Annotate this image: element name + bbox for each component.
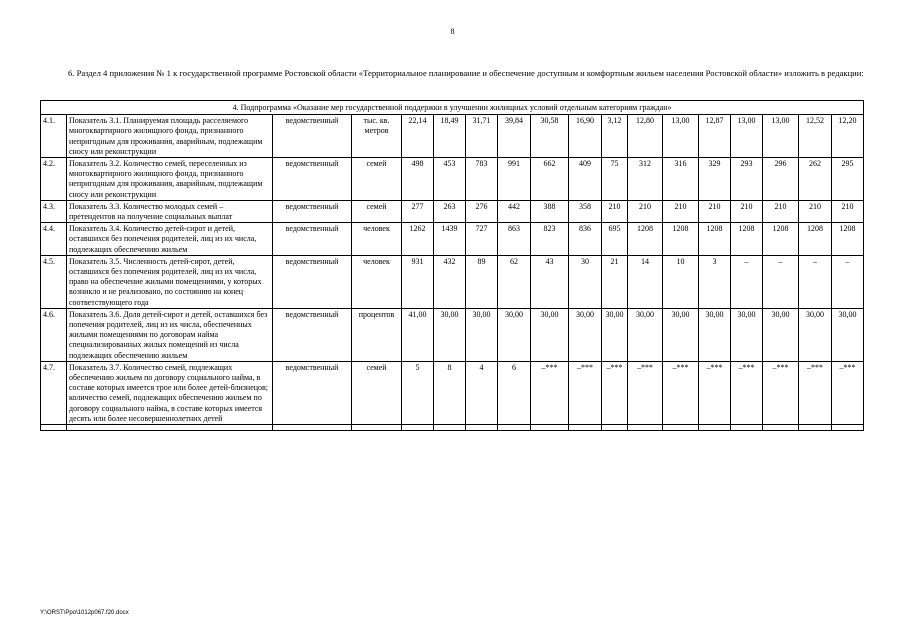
value-cell: 12,80 bbox=[628, 115, 663, 158]
value-cell: 6 bbox=[498, 361, 531, 424]
value-cell: 210 bbox=[731, 200, 763, 222]
value-cell: 89 bbox=[466, 255, 498, 308]
indicator-name: Показатель 3.3. Количество молодых семей – претендентов на получение социальных выплат bbox=[67, 200, 273, 222]
empty-cell bbox=[602, 425, 628, 431]
empty-cell bbox=[531, 425, 569, 431]
value-cell: 30,00 bbox=[531, 308, 569, 361]
empty-cell bbox=[763, 425, 799, 431]
value-cell: 21 bbox=[602, 255, 628, 308]
value-cell: –*** bbox=[531, 361, 569, 424]
unit: тыс. кв. метров bbox=[352, 115, 402, 158]
row-number: 4.5. bbox=[41, 255, 67, 308]
value-cell: – bbox=[832, 255, 864, 308]
empty-cell bbox=[498, 425, 531, 431]
empty-cell bbox=[273, 425, 352, 431]
empty-cell bbox=[67, 425, 273, 431]
indicator-type: ведомственный bbox=[273, 223, 352, 256]
value-cell: 1208 bbox=[699, 223, 731, 256]
value-cell: –*** bbox=[663, 361, 699, 424]
value-cell: 1208 bbox=[628, 223, 663, 256]
empty-cell bbox=[832, 425, 864, 431]
value-cell: 30,00 bbox=[602, 308, 628, 361]
value-cell: 442 bbox=[498, 200, 531, 222]
value-cell: –*** bbox=[699, 361, 731, 424]
value-cell: 388 bbox=[531, 200, 569, 222]
value-cell: –*** bbox=[628, 361, 663, 424]
table-row bbox=[41, 158, 864, 201]
indicator-type: ведомственный bbox=[273, 200, 352, 222]
empty-cell bbox=[569, 425, 602, 431]
value-cell: 39,84 bbox=[498, 115, 531, 158]
empty-cell bbox=[663, 425, 699, 431]
value-cell: 783 bbox=[466, 158, 498, 201]
table-row bbox=[41, 115, 864, 158]
value-cell: 1208 bbox=[763, 223, 799, 256]
value-cell: 30,00 bbox=[434, 308, 466, 361]
value-cell: 210 bbox=[699, 200, 731, 222]
empty-cell bbox=[466, 425, 498, 431]
value-cell: 30,00 bbox=[628, 308, 663, 361]
value-cell: 3,12 bbox=[602, 115, 628, 158]
value-cell: 295 bbox=[832, 158, 864, 201]
unit: семей bbox=[352, 158, 402, 201]
empty-cell bbox=[628, 425, 663, 431]
value-cell: –*** bbox=[569, 361, 602, 424]
value-cell: 1208 bbox=[799, 223, 832, 256]
unit: процентов bbox=[352, 308, 402, 361]
value-cell: 12,20 bbox=[832, 115, 864, 158]
row-number: 4.4. bbox=[41, 223, 67, 256]
row-number: 4.1. bbox=[41, 115, 67, 158]
row-number: 4.3. bbox=[41, 200, 67, 222]
value-cell: 276 bbox=[466, 200, 498, 222]
empty-cell bbox=[731, 425, 763, 431]
value-cell: 296 bbox=[763, 158, 799, 201]
value-cell: 1208 bbox=[663, 223, 699, 256]
indicators-table bbox=[40, 100, 864, 431]
value-cell: 931 bbox=[402, 255, 434, 308]
value-cell: –*** bbox=[799, 361, 832, 424]
value-cell: 30,00 bbox=[466, 308, 498, 361]
value-cell: 41,00 bbox=[402, 308, 434, 361]
value-cell: 12,52 bbox=[799, 115, 832, 158]
empty-cell bbox=[402, 425, 434, 431]
empty-cell bbox=[434, 425, 466, 431]
subprogram-title: 4. Подпрограмма «Оказание мер государственной поддержки в улучшении жилищных условий отдельным категориям граждан» bbox=[41, 101, 864, 115]
value-cell: 210 bbox=[628, 200, 663, 222]
value-cell: 662 bbox=[531, 158, 569, 201]
unit: человек bbox=[352, 255, 402, 308]
value-cell: 4 bbox=[466, 361, 498, 424]
value-cell: 43 bbox=[531, 255, 569, 308]
indicator-type: ведомственный bbox=[273, 255, 352, 308]
value-cell: 75 bbox=[602, 158, 628, 201]
value-cell: 1208 bbox=[731, 223, 763, 256]
table-row bbox=[41, 223, 864, 256]
indicator-type: ведомственный bbox=[273, 158, 352, 201]
value-cell: 30,00 bbox=[663, 308, 699, 361]
value-cell: – bbox=[799, 255, 832, 308]
row-number: 4.7. bbox=[41, 361, 67, 424]
value-cell: 358 bbox=[569, 200, 602, 222]
intro-paragraph: 6. Раздел 4 приложения № 1 к государственной программе Ростовской области «Территориальное планирование и обеспечение доступным и комфортным жильем населения Ростовской области» изложить в редакции: bbox=[68, 68, 864, 78]
value-cell: –*** bbox=[731, 361, 763, 424]
value-cell: 30,00 bbox=[763, 308, 799, 361]
value-cell: 695 bbox=[602, 223, 628, 256]
value-cell: 30 bbox=[569, 255, 602, 308]
value-cell: 30,00 bbox=[569, 308, 602, 361]
indicator-name: Показатель 3.6. Доля детей-сирот и детей, оставшихся без попечения родителей, лиц из их числа, обеспеченных жилыми помещениями по договорам найма специализированных жилых помещений из числа подлежащих обеспечению жильем bbox=[67, 308, 273, 361]
value-cell: 409 bbox=[569, 158, 602, 201]
value-cell: –*** bbox=[763, 361, 799, 424]
value-cell: 210 bbox=[602, 200, 628, 222]
value-cell: 836 bbox=[569, 223, 602, 256]
table-row bbox=[41, 361, 864, 424]
value-cell: 30,00 bbox=[832, 308, 864, 361]
indicator-type: ведомственный bbox=[273, 308, 352, 361]
value-cell: 16,90 bbox=[569, 115, 602, 158]
empty-cell bbox=[41, 425, 67, 431]
value-cell: 210 bbox=[832, 200, 864, 222]
indicator-name: Показатель 3.1. Планируемая площадь расселяемого многоквартирного жилищного фонда, признанного непригодным для проживания, аварийным, подлежащим сносу или реконструкции bbox=[67, 115, 273, 158]
table-header-row bbox=[41, 101, 864, 115]
value-cell: 30,00 bbox=[699, 308, 731, 361]
indicator-type: ведомственный bbox=[273, 115, 352, 158]
unit: человек bbox=[352, 223, 402, 256]
value-cell: 991 bbox=[498, 158, 531, 201]
table-row bbox=[41, 308, 864, 361]
value-cell: 30,58 bbox=[531, 115, 569, 158]
value-cell: 312 bbox=[628, 158, 663, 201]
value-cell: 13,00 bbox=[663, 115, 699, 158]
value-cell: 8 bbox=[434, 361, 466, 424]
indicator-name: Показатель 3.5. Численность детей-сирот, детей, оставшихся без попечения родителей, лиц из их числа, право на обеспечение жилыми помещениями, у которых возникло и не реализовано, по состоянию на конец соответствующего года bbox=[67, 255, 273, 308]
empty-cell bbox=[699, 425, 731, 431]
value-cell: 432 bbox=[434, 255, 466, 308]
file-path: Y:\ORST\Ppo\1012p067.f20.docx bbox=[40, 610, 129, 616]
indicator-name: Показатель 3.7. Количество семей, подлежащих обеспечению жильем по договору социального найма, в составе которых имеется трое или более детей-близнецов; количество семей, подлежащих обеспечению жильем по договору социального найма, в составе которых имеется десять или более несовершеннолетних детей bbox=[67, 361, 273, 424]
value-cell: 12,87 bbox=[699, 115, 731, 158]
value-cell: 727 bbox=[466, 223, 498, 256]
value-cell: 62 bbox=[498, 255, 531, 308]
table-row-continuation bbox=[41, 425, 864, 431]
value-cell: 210 bbox=[799, 200, 832, 222]
value-cell: 823 bbox=[531, 223, 569, 256]
table-row bbox=[41, 200, 864, 222]
value-cell: 3 bbox=[699, 255, 731, 308]
value-cell: 863 bbox=[498, 223, 531, 256]
value-cell: 13,00 bbox=[731, 115, 763, 158]
value-cell: – bbox=[763, 255, 799, 308]
value-cell: 262 bbox=[799, 158, 832, 201]
unit: семей bbox=[352, 200, 402, 222]
value-cell: 14 bbox=[628, 255, 663, 308]
indicator-type: ведомственный bbox=[273, 361, 352, 424]
value-cell: 329 bbox=[699, 158, 731, 201]
value-cell: 10 bbox=[663, 255, 699, 308]
value-cell: 263 bbox=[434, 200, 466, 222]
value-cell: 1262 bbox=[402, 223, 434, 256]
value-cell: 31,71 bbox=[466, 115, 498, 158]
value-cell: 498 bbox=[402, 158, 434, 201]
value-cell: 293 bbox=[731, 158, 763, 201]
value-cell: 316 bbox=[663, 158, 699, 201]
table-row bbox=[41, 255, 864, 308]
indicator-name: Показатель 3.4. Количество детей-сирот и детей, оставшихся без попечения родителей, лиц из их числа, подлежащих обеспечению жильем bbox=[67, 223, 273, 256]
value-cell: 210 bbox=[663, 200, 699, 222]
value-cell: 18,49 bbox=[434, 115, 466, 158]
row-number: 4.2. bbox=[41, 158, 67, 201]
value-cell: 1208 bbox=[832, 223, 864, 256]
value-cell: 453 bbox=[434, 158, 466, 201]
indicator-name: Показатель 3.2. Количество семей, переселенных из многоквартирного жилищного фонда, признанного непригодным для проживания, аварийным, подлежащим сносу или реконструкции bbox=[67, 158, 273, 201]
value-cell: 277 bbox=[402, 200, 434, 222]
value-cell: –*** bbox=[602, 361, 628, 424]
value-cell: 30,00 bbox=[799, 308, 832, 361]
empty-cell bbox=[352, 425, 402, 431]
value-cell: –*** bbox=[832, 361, 864, 424]
page-number: 8 bbox=[450, 27, 455, 36]
value-cell: 1439 bbox=[434, 223, 466, 256]
value-cell: 210 bbox=[763, 200, 799, 222]
value-cell: 5 bbox=[402, 361, 434, 424]
empty-cell bbox=[799, 425, 832, 431]
value-cell: – bbox=[731, 255, 763, 308]
value-cell: 13,00 bbox=[763, 115, 799, 158]
value-cell: 22,14 bbox=[402, 115, 434, 158]
unit: семей bbox=[352, 361, 402, 424]
value-cell: 30,00 bbox=[498, 308, 531, 361]
row-number: 4.6. bbox=[41, 308, 67, 361]
value-cell: 30,00 bbox=[731, 308, 763, 361]
